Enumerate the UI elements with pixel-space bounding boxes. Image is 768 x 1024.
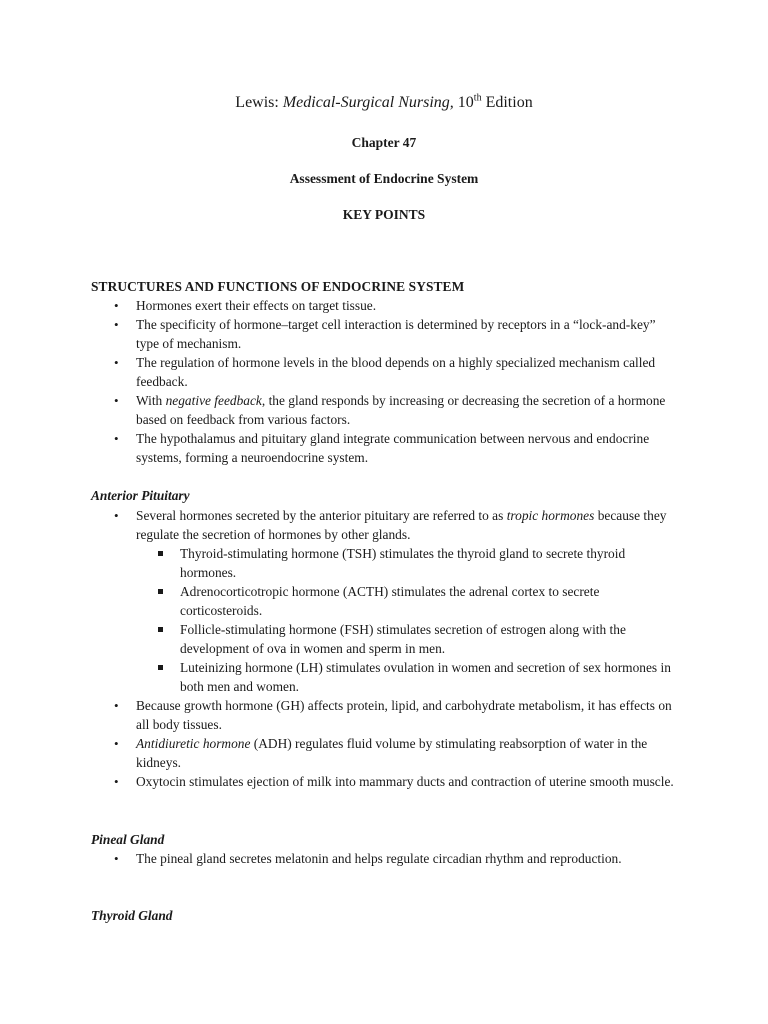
square-bullet-icon (158, 627, 163, 632)
title-edition-label: Edition (481, 94, 533, 111)
key-points-heading: KEY POINTS (342, 207, 426, 222)
tropic-hormones-sublist (136, 544, 680, 696)
sublist-item (136, 620, 680, 658)
list-item (0, 696, 768, 734)
bullet-icon: • (114, 774, 119, 789)
bullet-icon: • (114, 851, 119, 866)
bullet-icon: • (114, 508, 119, 523)
square-bullet-icon (158, 665, 163, 670)
anterior-pituitary-list (0, 506, 768, 791)
term-antidiuretic-hormone: Antidiuretic hormone (136, 736, 251, 751)
list-item-text: , the gland responds by increasing or decreasing the secretion of a hormone based on feedback from various factors. (136, 393, 666, 427)
list-item (0, 391, 768, 429)
sublist-item (136, 544, 680, 582)
section-heading-thyroid-gland: Thyroid Gland (91, 908, 173, 923)
bullet-icon: • (114, 736, 119, 751)
sublist-item-text: Adrenocorticotropic hormone (ACTH) stimulates the adrenal cortex to secrete corticosteroids. (180, 584, 600, 618)
section-heading-pineal-gland: Pineal Gland (91, 832, 165, 847)
list-item-text: because they regulate the secretion of hormones by other glands. (136, 508, 667, 542)
sublist-item-text: Luteinizing hormone (LH) stimulates ovulation in women and secretion of sex hormones in both men and women. (180, 660, 671, 694)
title-edition-number: 10 (453, 94, 474, 111)
list-item (0, 296, 768, 315)
bullet-icon: • (114, 298, 119, 313)
bullet-icon: • (114, 698, 119, 713)
sublist-item (136, 582, 680, 620)
list-item-text: The specificity of hormone–target cell interaction is determined by receptors in a “lock-and-key” type of mechanism. (136, 317, 656, 351)
list-item-text: (ADH) regulates fluid volume by stimulating reabsorption of water in the kidneys. (136, 736, 648, 770)
list-item (0, 429, 768, 467)
list-item (0, 506, 768, 696)
sublist-item-text: Thyroid-stimulating hormone (TSH) stimulates the thyroid gland to secrete thyroid hormones. (180, 546, 626, 580)
chapter-subject: Assessment of Endocrine System (289, 171, 479, 186)
title-book: Medical-Surgical Nursing, (282, 94, 454, 111)
list-item (0, 315, 768, 353)
list-item (0, 772, 768, 791)
chapter-heading: Chapter 47 (351, 135, 417, 150)
structures-list (0, 296, 768, 467)
list-item (0, 849, 768, 868)
bullet-icon: • (114, 431, 119, 446)
section-heading-anterior-pituitary: Anterior Pituitary (91, 488, 190, 503)
pineal-gland-list (0, 849, 768, 868)
term-tropic-hormones: tropic hormones (506, 508, 595, 523)
square-bullet-icon (158, 589, 163, 594)
list-item-text: The hypothalamus and pituitary gland integrate communication between nervous and endocrine systems, forming a neuroendocrine system. (136, 431, 650, 465)
bullet-icon: • (114, 355, 119, 370)
list-item-text: Several hormones secreted by the anterior pituitary are referred to as (136, 508, 507, 523)
list-item (0, 734, 768, 772)
title-edition-suffix: th (473, 92, 482, 104)
list-item-text: Because growth hormone (GH) affects protein, lipid, and carbohydrate metabolism, it has effects on all body tissues. (136, 698, 672, 732)
list-item-text: Oxytocin stimulates ejection of milk into mammary ducts and contraction of uterine smooth muscle. (136, 774, 674, 789)
sublist-item (136, 658, 680, 696)
list-item-text: Hormones exert their effects on target tissue. (136, 298, 377, 313)
list-item-text: The pineal gland secretes melatonin and helps regulate circadian rhythm and reproduction. (136, 851, 622, 866)
term-negative-feedback: negative feedback (165, 393, 262, 408)
title-author: Lewis: (235, 94, 283, 111)
list-item-text: With (136, 393, 166, 408)
section-heading-structures: STRUCTURES AND FUNCTIONS OF ENDOCRINE SYSTEM (91, 279, 465, 294)
bullet-icon: • (114, 393, 119, 408)
document-title (0, 92, 768, 114)
list-item-text: The regulation of hormone levels in the blood depends on a highly specialized mechanism called feedback. (136, 355, 656, 389)
list-item (0, 353, 768, 391)
square-bullet-icon (158, 551, 163, 556)
bullet-icon: • (114, 317, 119, 332)
sublist-item-text: Follicle-stimulating hormone (FSH) stimulates secretion of estrogen along with the development of ova in women and sperm in men. (180, 622, 626, 656)
